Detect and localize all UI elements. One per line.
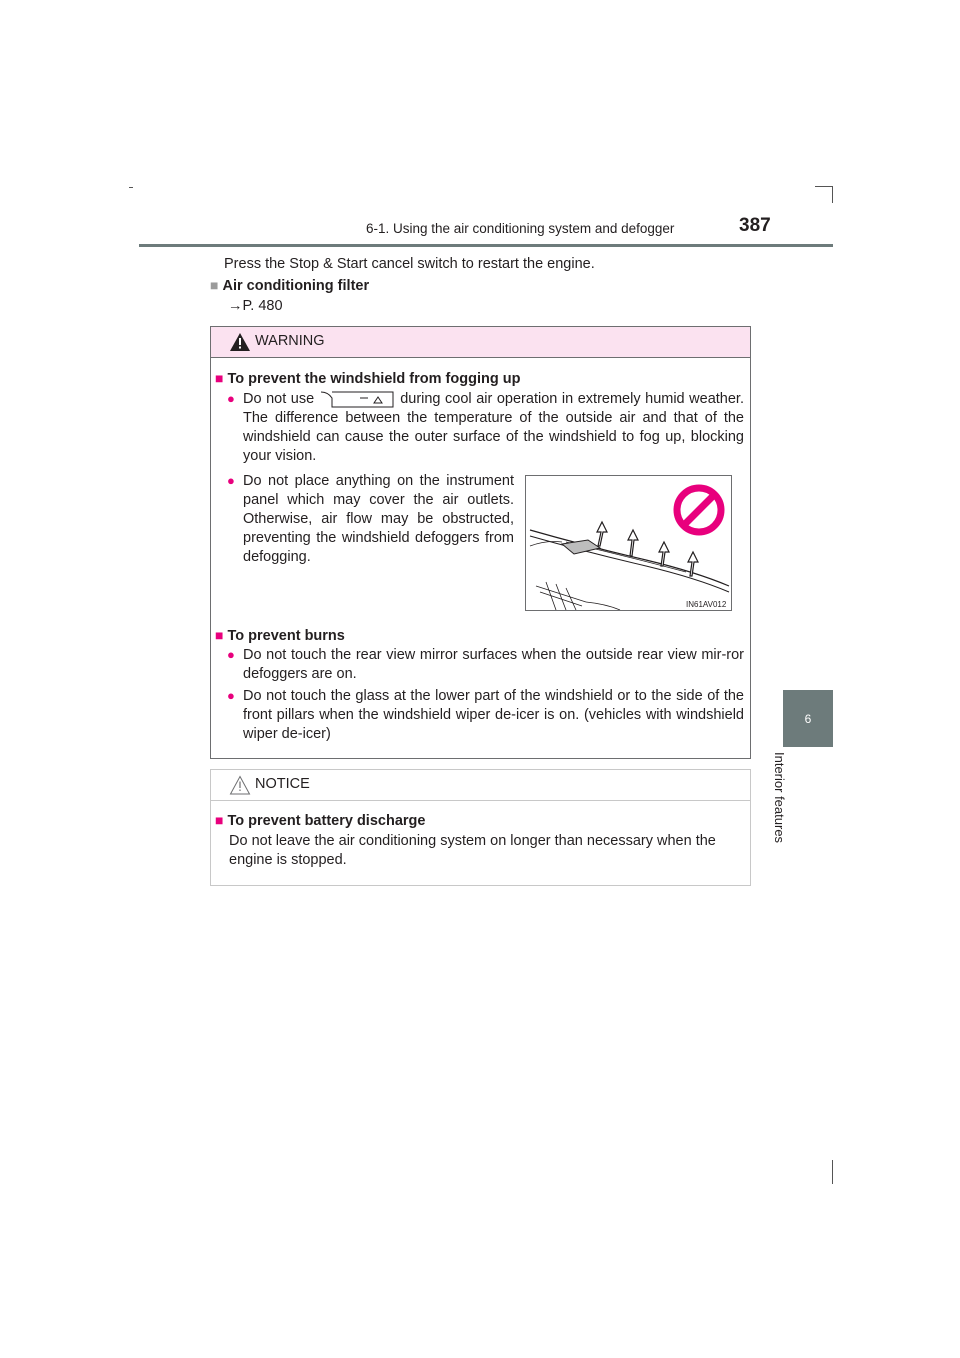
dashboard-drawing-icon bbox=[526, 476, 731, 610]
warning-item4: Do not touch the glass at the lower part of the windshield or to the side of the front pillars when the windshield wiper de-icer is on. (vehicles with windshield wiper de-icer) bbox=[243, 688, 744, 742]
ac-filter-ref[interactable]: →P. 480 bbox=[228, 298, 283, 314]
notice-triangle-icon bbox=[229, 775, 251, 800]
notice-label: NOTICE bbox=[255, 776, 310, 792]
warning-section2-heading bbox=[215, 626, 345, 646]
circle-bullet-icon: ● bbox=[227, 647, 235, 662]
circle-bullet-icon: ● bbox=[227, 391, 235, 406]
notice-box bbox=[210, 769, 751, 886]
warning-item2: Do not place anything on the instrument panel which may cover the air outlets. Otherwise, air flow may be obstructed, preventing the windshield defoggers from defogging. bbox=[243, 473, 514, 565]
warning-item1 bbox=[243, 390, 744, 466]
notice-body: Do not leave the air conditioning system on longer than necessary when the engine is stopped. bbox=[229, 833, 716, 868]
crop-mark bbox=[832, 186, 833, 203]
header-rule bbox=[139, 244, 833, 247]
intro-text: Press the Stop & Start cancel switch to restart the engine. bbox=[224, 256, 595, 272]
chapter-title: Interior features bbox=[772, 752, 787, 844]
crop-mark bbox=[129, 187, 133, 188]
warning-section1-heading bbox=[215, 369, 520, 389]
warning-header bbox=[211, 327, 750, 358]
item1-before: Do not use bbox=[243, 391, 315, 407]
notice-header bbox=[211, 770, 750, 801]
prohibition-icon bbox=[677, 488, 721, 532]
chapter-title-vertical bbox=[772, 752, 805, 862]
crop-mark bbox=[832, 1160, 833, 1184]
square-bullet-icon: ■ bbox=[215, 812, 224, 828]
circle-bullet-icon: ● bbox=[227, 688, 235, 703]
instrument-panel-illustration bbox=[525, 475, 732, 611]
chapter-number: 6 bbox=[804, 712, 812, 726]
warning-item3: Do not touch the rear view mirror surfaces when the outside rear view mir-ror defoggers are on. bbox=[243, 647, 744, 682]
section1-title: To prevent the windshield from fogging up bbox=[227, 371, 521, 387]
square-bullet-icon: ■ bbox=[215, 370, 224, 386]
crop-mark bbox=[815, 186, 832, 187]
notice-heading bbox=[215, 811, 425, 831]
ac-filter-title: Air conditioning filter bbox=[222, 278, 370, 294]
circle-bullet-icon: ● bbox=[227, 473, 235, 488]
section-title: 6-1. Using the air conditioning system and defogger bbox=[366, 221, 675, 236]
ac-filter-heading bbox=[210, 276, 369, 296]
figure-code: IN61AV012 bbox=[686, 600, 727, 609]
warning-triangle-icon bbox=[229, 332, 251, 357]
square-bullet-icon: ■ bbox=[215, 627, 224, 643]
square-bullet: ■ bbox=[210, 277, 219, 293]
section2-title: To prevent burns bbox=[227, 628, 345, 644]
item1-after: during cool air operation in extremely humid weather. The difference between the temperature of the outside air and that of the windshield can cause the outer surface of the windshield to fog up, blocking your vision. bbox=[243, 391, 744, 464]
windshield-defogger-button-icon bbox=[320, 390, 394, 408]
notice-title: To prevent battery discharge bbox=[227, 813, 426, 829]
warning-label: WARNING bbox=[255, 333, 325, 349]
page-number: 387 bbox=[739, 215, 771, 236]
